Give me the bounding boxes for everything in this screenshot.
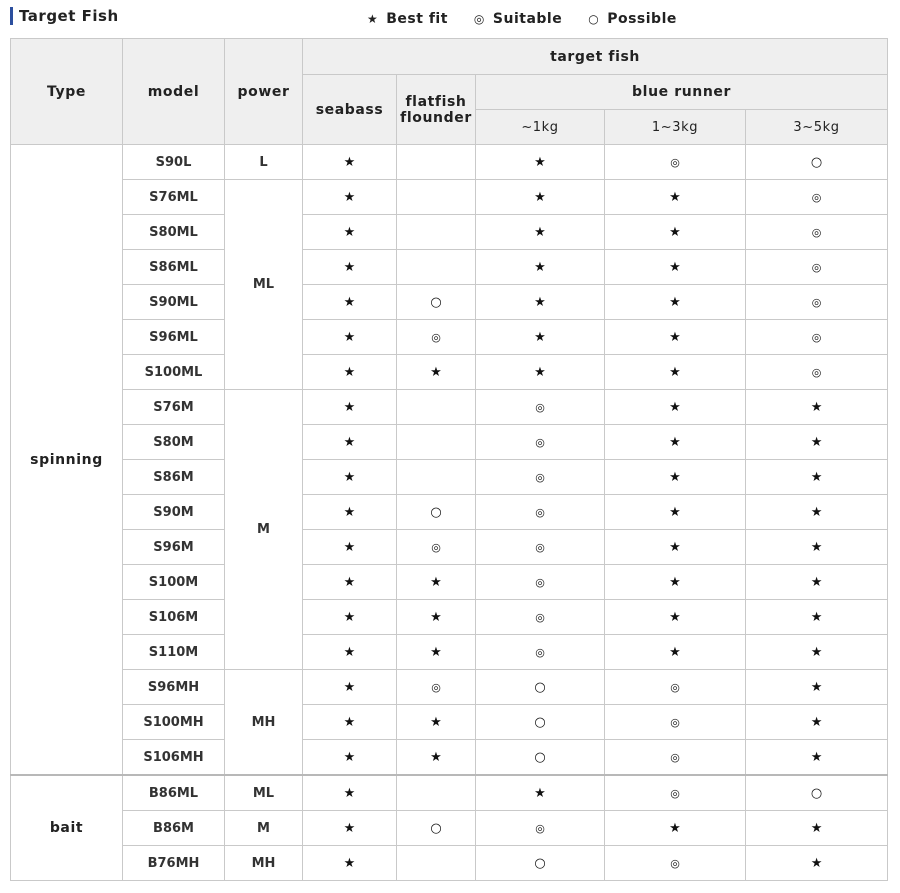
rating-flatfish: ★ [397,705,476,740]
rating-blue-runner-1-3kg: ★ [605,460,746,495]
rating-seabass: ★ [303,670,397,705]
table-row [11,250,888,285]
legend-label: Suitable [492,11,563,27]
rating-blue-runner-1-3kg: ◎ [605,145,746,180]
rating-flatfish: ◎ [397,320,476,355]
rating-blue-runner-3-5kg: ◎ [746,320,888,355]
rating-blue-runner-1-3kg: ★ [605,811,746,846]
model-cell: S110M [123,635,225,670]
rating-flatfish [397,775,476,811]
model-cell: S90M [123,495,225,530]
rating-blue-runner-1kg: ★ [476,285,605,320]
power-cell: MH [225,670,303,776]
rating-blue-runner-1kg: ◎ [476,565,605,600]
power-cell: MH [225,846,303,881]
rating-blue-runner-1-3kg: ★ [605,600,746,635]
rating-seabass: ★ [303,530,397,565]
model-cell: S80ML [123,215,225,250]
rating-flatfish: ◎ [397,670,476,705]
rating-blue-runner-1kg: ★ [476,355,605,390]
header-flatfish-line2: flounder [400,109,472,126]
rating-blue-runner-3-5kg: ◎ [746,285,888,320]
model-cell: S100ML [123,355,225,390]
rating-blue-runner-1kg: ◎ [476,495,605,530]
rating-blue-runner-1-3kg: ◎ [605,846,746,881]
rating-blue-runner-3-5kg: ★ [746,740,888,776]
rating-seabass: ★ [303,250,397,285]
rating-blue-runner-3-5kg: ◎ [746,250,888,285]
power-cell: ML [225,775,303,811]
type-cell: spinning [11,145,123,776]
rating-seabass: ★ [303,740,397,776]
rating-blue-runner-3-5kg: ★ [746,390,888,425]
rating-blue-runner-1kg: ★ [476,250,605,285]
rating-blue-runner-1-3kg: ★ [605,530,746,565]
power-cell: ML [225,180,303,390]
table-row [11,495,888,530]
rating-seabass: ★ [303,565,397,600]
table-row [11,775,888,811]
model-cell: B86ML [123,775,225,811]
rating-blue-runner-3-5kg: ★ [746,705,888,740]
legend [367,11,677,27]
rating-blue-runner-1-3kg: ◎ [605,740,746,776]
rating-seabass: ★ [303,775,397,811]
rating-blue-runner-3-5kg: ★ [746,460,888,495]
rating-flatfish [397,145,476,180]
table-row [11,285,888,320]
rating-blue-runner-1-3kg: ★ [605,495,746,530]
header-weight-3-5kg: 3~5kg [746,110,888,145]
header-seabass: seabass [303,75,397,145]
header-blue-runner: blue runner [476,75,888,110]
rating-flatfish [397,180,476,215]
rating-blue-runner-3-5kg: ◎ [746,355,888,390]
rating-seabass: ★ [303,811,397,846]
table-row [11,635,888,670]
model-cell: S106M [123,600,225,635]
rating-seabass: ★ [303,635,397,670]
model-cell: S86M [123,460,225,495]
table-body [11,145,888,881]
rating-blue-runner-3-5kg: ○ [746,145,888,180]
rating-blue-runner-1kg: ◎ [476,425,605,460]
rating-blue-runner-1kg: ○ [476,846,605,881]
rating-seabass: ★ [303,390,397,425]
rating-blue-runner-1-3kg: ★ [605,565,746,600]
table-row [11,705,888,740]
table-row [11,215,888,250]
target-fish-table [10,38,888,881]
header-flatfish [397,75,476,145]
rating-seabass: ★ [303,215,397,250]
rating-blue-runner-3-5kg: ★ [746,846,888,881]
model-cell: S90L [123,145,225,180]
rating-blue-runner-3-5kg: ★ [746,600,888,635]
rating-flatfish: ★ [397,635,476,670]
legend-item-possible [588,11,677,27]
table-row [11,390,888,425]
rating-seabass: ★ [303,180,397,215]
rating-flatfish [397,250,476,285]
rating-blue-runner-1kg: ★ [476,320,605,355]
rating-seabass: ★ [303,355,397,390]
table-row [11,145,888,180]
table-row [11,846,888,881]
model-cell: S96MH [123,670,225,705]
rating-blue-runner-3-5kg: ★ [746,635,888,670]
rating-blue-runner-3-5kg: ★ [746,565,888,600]
rating-blue-runner-1-3kg: ★ [605,635,746,670]
rating-flatfish: ★ [397,565,476,600]
rating-seabass: ★ [303,846,397,881]
rating-blue-runner-3-5kg: ★ [746,811,888,846]
rating-blue-runner-3-5kg: ◎ [746,180,888,215]
legend-item-suitable [474,11,562,27]
rating-blue-runner-1kg: ○ [476,670,605,705]
rating-blue-runner-1kg: ○ [476,740,605,776]
rating-seabass: ★ [303,460,397,495]
rating-blue-runner-1-3kg: ★ [605,180,746,215]
model-cell: S96ML [123,320,225,355]
table-row [11,565,888,600]
rating-flatfish [397,215,476,250]
model-cell: S76M [123,390,225,425]
legend-label: Best fit [386,11,448,27]
rating-blue-runner-3-5kg: ★ [746,670,888,705]
rating-flatfish: ★ [397,740,476,776]
legend-label: Possible [607,11,677,27]
rating-blue-runner-1kg: ◎ [476,635,605,670]
type-cell: bait [11,775,123,881]
rating-blue-runner-3-5kg: ★ [746,495,888,530]
rating-flatfish [397,846,476,881]
rating-blue-runner-1kg: ○ [476,705,605,740]
rating-blue-runner-1-3kg: ★ [605,320,746,355]
model-cell: S106MH [123,740,225,776]
rating-blue-runner-1kg: ★ [476,775,605,811]
rating-blue-runner-1-3kg: ★ [605,285,746,320]
rating-flatfish: ○ [397,285,476,320]
rating-blue-runner-1kg: ◎ [476,811,605,846]
title-accent-bar [10,7,13,25]
rating-seabass: ★ [303,495,397,530]
star-icon: ★ [367,12,379,26]
rating-blue-runner-1-3kg: ◎ [605,775,746,811]
rating-blue-runner-1-3kg: ★ [605,390,746,425]
page-title: Target Fish [19,7,119,25]
model-cell: B86M [123,811,225,846]
rating-flatfish: ○ [397,495,476,530]
rating-flatfish [397,390,476,425]
rating-blue-runner-1-3kg: ◎ [605,705,746,740]
rating-blue-runner-3-5kg: ◎ [746,215,888,250]
model-cell: S86ML [123,250,225,285]
rating-blue-runner-3-5kg: ○ [746,775,888,811]
rating-seabass: ★ [303,285,397,320]
rating-blue-runner-1-3kg: ◎ [605,670,746,705]
model-cell: S90ML [123,285,225,320]
header-flatfish-line1: flatfish [405,93,467,110]
circle-icon: ○ [588,12,600,26]
table-row [11,460,888,495]
model-cell: B76MH [123,846,225,881]
rating-flatfish: ★ [397,355,476,390]
model-cell: S100MH [123,705,225,740]
rating-blue-runner-1kg: ★ [476,215,605,250]
rating-seabass: ★ [303,425,397,460]
table-row [11,530,888,565]
rating-blue-runner-1-3kg: ★ [605,250,746,285]
rating-blue-runner-1kg: ◎ [476,600,605,635]
table-row [11,740,888,776]
rating-blue-runner-3-5kg: ★ [746,530,888,565]
rating-flatfish: ◎ [397,530,476,565]
rating-blue-runner-1kg: ◎ [476,530,605,565]
model-cell: S80M [123,425,225,460]
table-header [11,39,888,145]
header-power: power [225,39,303,145]
table-row [11,425,888,460]
table-row [11,600,888,635]
rating-blue-runner-1kg: ◎ [476,390,605,425]
power-cell: M [225,811,303,846]
table-row [11,320,888,355]
rating-blue-runner-1-3kg: ★ [605,355,746,390]
header-weight-1-3kg: 1~3kg [605,110,746,145]
model-cell: S96M [123,530,225,565]
rating-blue-runner-1kg: ★ [476,180,605,215]
model-cell: S100M [123,565,225,600]
model-cell: S76ML [123,180,225,215]
power-cell: M [225,390,303,670]
rating-blue-runner-1kg: ★ [476,145,605,180]
rating-blue-runner-3-5kg: ★ [746,425,888,460]
table-row [11,670,888,705]
rating-seabass: ★ [303,320,397,355]
legend-item-best-fit [367,11,448,27]
rating-flatfish: ○ [397,811,476,846]
header-type: Type [11,39,123,145]
power-cell: L [225,145,303,180]
rating-flatfish [397,425,476,460]
rating-blue-runner-1kg: ◎ [476,460,605,495]
header-model: model [123,39,225,145]
double-circle-icon: ◎ [473,12,485,26]
table-row [11,180,888,215]
rating-seabass: ★ [303,145,397,180]
header-target-fish: target fish [303,39,888,75]
rating-blue-runner-1-3kg: ★ [605,215,746,250]
rating-seabass: ★ [303,600,397,635]
table-row [11,355,888,390]
rating-blue-runner-1-3kg: ★ [605,425,746,460]
table-row [11,811,888,846]
rating-flatfish: ★ [397,600,476,635]
rating-flatfish [397,460,476,495]
section-title [10,6,119,26]
header-weight-1kg: ~1kg [476,110,605,145]
rating-seabass: ★ [303,705,397,740]
